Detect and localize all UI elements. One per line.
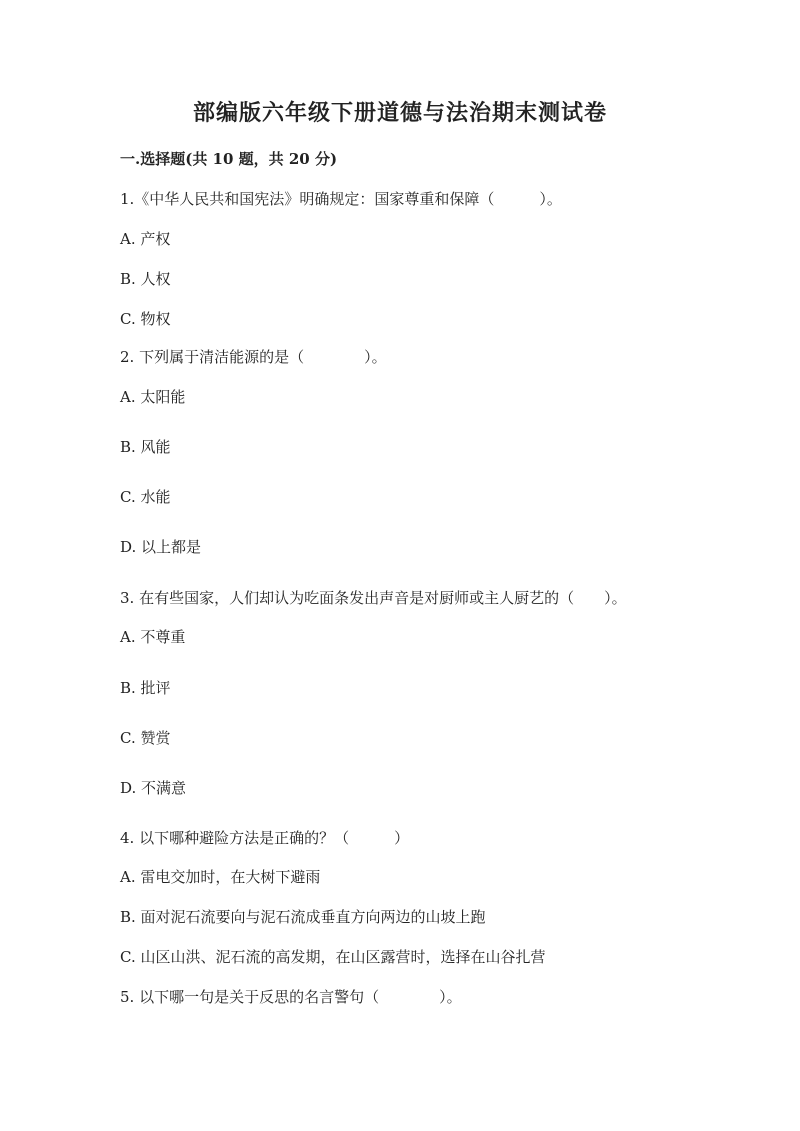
page-title: 部编版六年级下册道德与法治期末测试卷 (192, 100, 607, 126)
section-heading: 一.选择题(共 10 题，共 20 分) (120, 150, 338, 168)
question-4-option-b: B. 面对泥石流要向与泥石流成垂直方向两边的山坡上跑 (120, 908, 486, 926)
question-2-option-b: B. 风能 (120, 438, 171, 456)
question-1-option-b: B. 人权 (120, 270, 171, 288)
question-4-option-c: C. 山区山洪、泥石流的高发期，在山区露营时，选择在山谷扎营 (120, 948, 546, 966)
question-3-option-c: C. 赞赏 (120, 729, 171, 747)
question-2-stem: 2. 下列属于清洁能源的是（ ）。 (120, 348, 387, 366)
question-1-option-a: A. 产权 (120, 230, 171, 248)
question-5-stem: 5. 以下哪一句是关于反思的名言警句（ ）。 (120, 988, 462, 1006)
question-4-option-a: A. 雷电交加时，在大树下避雨 (120, 868, 321, 886)
question-4-stem: 4. 以下哪种避险方法是正确的？（ ） (120, 829, 410, 847)
question-3-stem: 3. 在有些国家，人们却认为吃面条发出声音是对厨师或主人厨艺的（ ）。 (120, 589, 627, 607)
question-2-option-c: C. 水能 (120, 488, 171, 506)
question-1-stem: 1.《中华人民共和国宪法》明确规定：国家尊重和保障（ ）。 (120, 190, 562, 208)
question-3-option-d: D. 不满意 (120, 779, 187, 797)
question-1-option-c: C. 物权 (120, 310, 171, 328)
question-2-option-d: D. 以上都是 (120, 538, 202, 556)
question-2-option-a: A. 太阳能 (120, 388, 186, 406)
question-3-option-b: B. 批评 (120, 679, 171, 697)
question-3-option-a: A. 不尊重 (120, 628, 186, 646)
